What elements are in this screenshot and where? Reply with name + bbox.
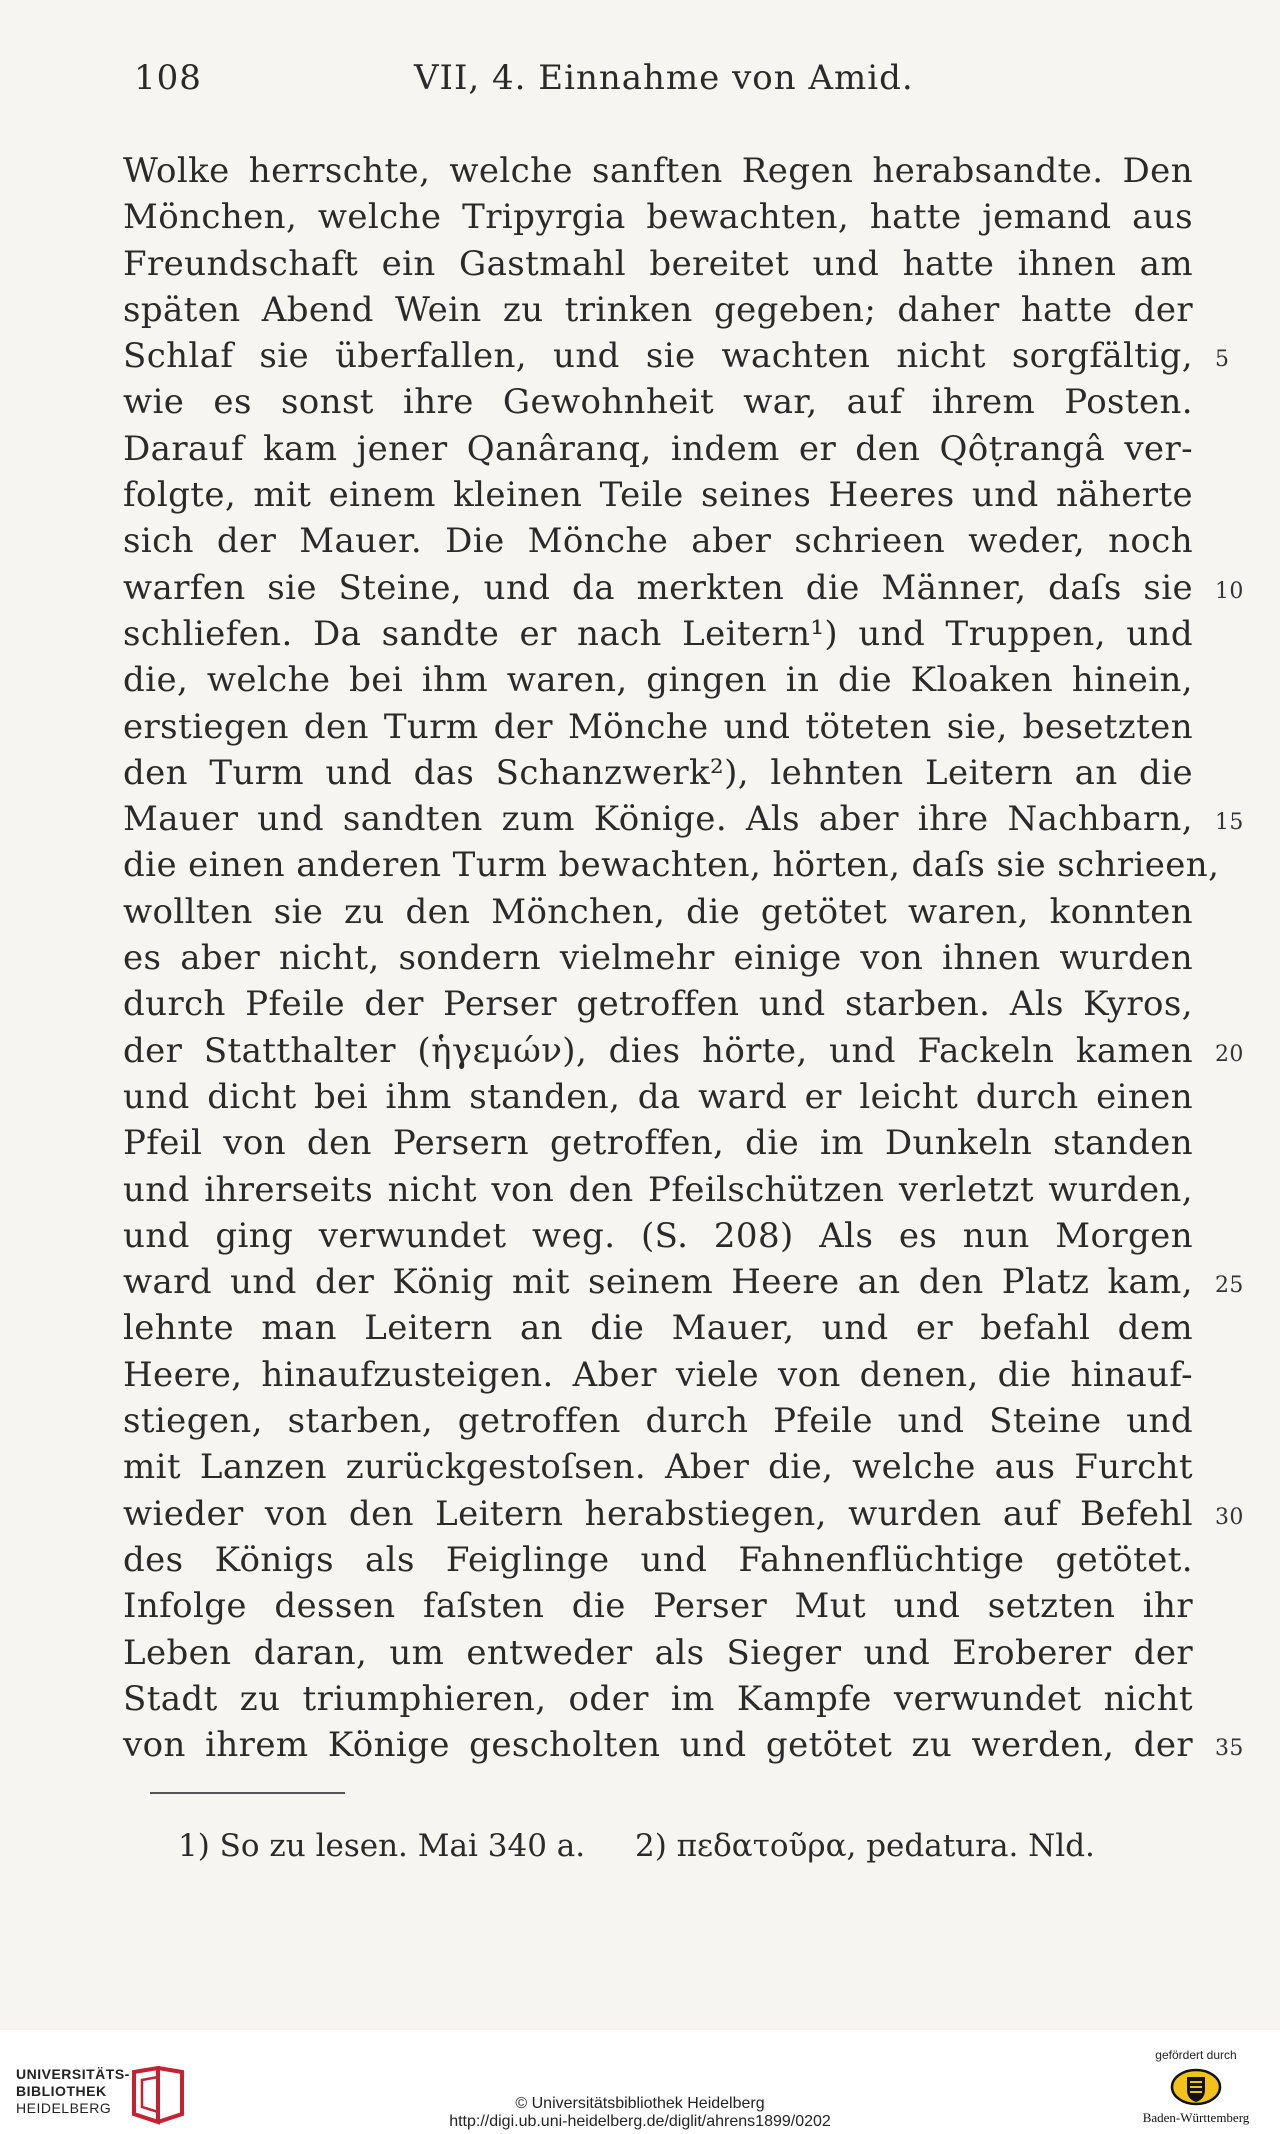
text-line bbox=[123, 333, 1230, 379]
text-line-content: die einen anderen Turm bewachten, hörten, daſs sie schrieen, bbox=[123, 845, 1220, 886]
text-line bbox=[123, 1120, 1193, 1166]
text-line bbox=[123, 194, 1193, 240]
page-header bbox=[130, 58, 1230, 108]
text-line-content: folgte, mit einem kleinen Teile seines Heeres und näherte bbox=[123, 475, 1193, 516]
text-line bbox=[123, 1305, 1193, 1351]
text-line bbox=[123, 1259, 1244, 1305]
text-line bbox=[123, 704, 1193, 750]
text-line bbox=[123, 1722, 1244, 1768]
text-line-content: sich der Mauer. Die Mönche aber schrieen weder, noch bbox=[123, 521, 1193, 562]
text-line bbox=[123, 148, 1193, 194]
text-line bbox=[123, 1352, 1193, 1398]
text-line-content: Leben daran, um entweder als Sieger und Eroberer der bbox=[123, 1632, 1193, 1673]
line-number: 30 bbox=[1215, 1504, 1244, 1530]
page-number: 108 bbox=[134, 58, 202, 98]
sponsor-block bbox=[1126, 2048, 1266, 2128]
text-line-content: mit Lanzen zurückgestoſsen. Aber die, welche aus Furcht bbox=[123, 1447, 1193, 1488]
text-line bbox=[123, 1583, 1193, 1629]
text-line bbox=[123, 889, 1193, 935]
text-line-content: Mönchen, welche Tripyrgia bewachten, hatte jemand aus bbox=[123, 197, 1193, 238]
text-line-content: schliefen. Da sandte er nach Leitern¹) und Truppen, und bbox=[123, 613, 1193, 654]
footnotes bbox=[178, 1828, 1178, 1864]
text-line-content: Mauer und sandten zum Könige. Als aber ihre Nachbarn, bbox=[123, 799, 1193, 840]
text-line-content: wieder von den Leitern herabstiegen, wurden auf Befehl bbox=[123, 1493, 1193, 1534]
text-line-content: stiegen, starben, getroffen durch Pfeile und Steine und bbox=[123, 1401, 1193, 1442]
text-line bbox=[123, 657, 1193, 703]
text-line bbox=[123, 518, 1193, 564]
text-line-content: durch Pfeile der Perser getroffen und starben. Als Kyros, bbox=[123, 984, 1193, 1025]
text-line bbox=[123, 842, 1220, 888]
text-line bbox=[123, 426, 1193, 472]
text-line-content: wollten sie zu den Mönchen, die getötet waren, konnten bbox=[123, 891, 1193, 932]
text-line bbox=[123, 1028, 1244, 1074]
text-line bbox=[123, 565, 1244, 611]
text-line bbox=[123, 1398, 1193, 1444]
text-line-content: Stadt zu triumphieren, oder im Kampfe verwundet nicht bbox=[123, 1678, 1193, 1719]
line-number: 25 bbox=[1215, 1273, 1244, 1299]
text-line-content: wie es sonst ihre Gewohnheit war, auf ihrem Posten. bbox=[123, 382, 1193, 423]
text-line-content: von ihrem Könige gescholten und getötet zu werden, der bbox=[123, 1725, 1193, 1766]
text-line-content: es aber nicht, sondern vielmehr einige von ihnen wurden bbox=[123, 938, 1193, 979]
text-line bbox=[123, 1444, 1193, 1490]
text-line bbox=[123, 472, 1193, 518]
footnote-rule bbox=[150, 1792, 345, 1794]
text-line-content: Pfeil von den Persern getroffen, die im Dunkeln standen bbox=[123, 1123, 1193, 1164]
body-text bbox=[123, 148, 1244, 1768]
text-line bbox=[123, 935, 1193, 981]
sponsor-label: gefördert durch bbox=[1155, 2048, 1237, 2062]
text-line-content: Schlaf sie überfallen, und sie wachten nicht sorgfältig, bbox=[123, 336, 1193, 377]
text-line-content: Darauf kam jener Qanâranq, indem er den Qôṭrangâ ver- bbox=[123, 428, 1193, 469]
text-line-content: späten Abend Wein zu trinken gegeben; daher hatte der bbox=[123, 289, 1193, 330]
text-line-content: den Turm und das Schanzwerk²), lehnten Leitern an die bbox=[123, 752, 1193, 793]
text-line-content: Freundschaft ein Gastmahl bereitet und hatte ihnen am bbox=[123, 243, 1193, 284]
text-line-content: Heere, hinaufzusteigen. Aber viele von denen, die hinauf- bbox=[123, 1354, 1193, 1395]
text-line bbox=[123, 750, 1193, 796]
text-line bbox=[123, 379, 1193, 425]
text-line bbox=[123, 1537, 1193, 1583]
permalink-url[interactable]: http://digi.ub.uni-heidelberg.de/diglit/ahrens1899/0202 bbox=[449, 2113, 831, 2130]
sponsor-name: Baden-Württemberg bbox=[1142, 2110, 1250, 2125]
state-crest-icon bbox=[1170, 2068, 1222, 2106]
text-line bbox=[123, 1491, 1244, 1537]
text-line-content: Infolge dessen faſsten die Perser Mut und setzten ihr bbox=[123, 1586, 1193, 1627]
text-line bbox=[123, 611, 1193, 657]
library-name-line1: UNIVERSITÄTS- bbox=[16, 2066, 130, 2082]
text-line bbox=[123, 1213, 1193, 1259]
text-line-content: und ihrerseits nicht von den Pfeilschützen verletzt wurden, bbox=[123, 1169, 1193, 1210]
library-name-line3: HEIDELBERG bbox=[16, 2100, 112, 2116]
digitization-footer bbox=[0, 2030, 1280, 2134]
text-line-content: der Statthalter (ἡγεμών), dies hörte, und Fackeln kamen bbox=[123, 1030, 1193, 1071]
line-number: 35 bbox=[1215, 1736, 1244, 1762]
footnote-2: 2) πεδατοῦρα, pedatura. Nld. bbox=[634, 1828, 1095, 1864]
footnote-1: 1) So zu lesen. Mai 340 a. bbox=[178, 1828, 586, 1864]
text-line-content: und dicht bei ihm standen, da ward er leicht durch einen bbox=[123, 1076, 1193, 1117]
text-line-content: erstiegen den Turm der Mönche und töteten sie, besetzten bbox=[123, 706, 1193, 747]
text-line-content: lehnte man Leitern an die Mauer, und er befahl dem bbox=[123, 1308, 1193, 1349]
text-line bbox=[123, 981, 1193, 1027]
library-name-line2: BIBLIOTHEK bbox=[16, 2083, 107, 2099]
text-line-content: die, welche bei ihm waren, gingen in die Kloaken hinein, bbox=[123, 660, 1193, 701]
copyright-notice: © Universitätsbibliothek Heidelberg bbox=[515, 2095, 765, 2112]
text-line bbox=[123, 796, 1244, 842]
text-line-content: ward und der König mit seinem Heere an den Platz kam, bbox=[123, 1262, 1193, 1303]
line-number: 20 bbox=[1215, 1041, 1244, 1067]
text-line bbox=[123, 1676, 1193, 1722]
text-line bbox=[123, 287, 1193, 333]
text-line-content: warfen sie Steine, und da merkten die Männer, daſs sie bbox=[123, 567, 1193, 608]
running-title: VII, 4. Einnahme von Amid. bbox=[414, 58, 914, 98]
line-number: 15 bbox=[1215, 810, 1244, 836]
text-line bbox=[123, 241, 1193, 287]
line-number: 10 bbox=[1215, 578, 1244, 604]
text-line bbox=[123, 1074, 1193, 1120]
text-line bbox=[123, 1167, 1193, 1213]
text-line-content: Wolke herrschte, welche sanften Regen herabsandte. Den bbox=[123, 151, 1193, 191]
text-line-content: des Königs als Feiglinge und Fahnenflüchtige getötet. bbox=[123, 1539, 1193, 1580]
text-line bbox=[123, 1630, 1193, 1676]
line-number: 5 bbox=[1215, 347, 1230, 373]
text-line-content: und ging verwundet weg. (S. 208) Als es nun Morgen bbox=[123, 1215, 1193, 1256]
